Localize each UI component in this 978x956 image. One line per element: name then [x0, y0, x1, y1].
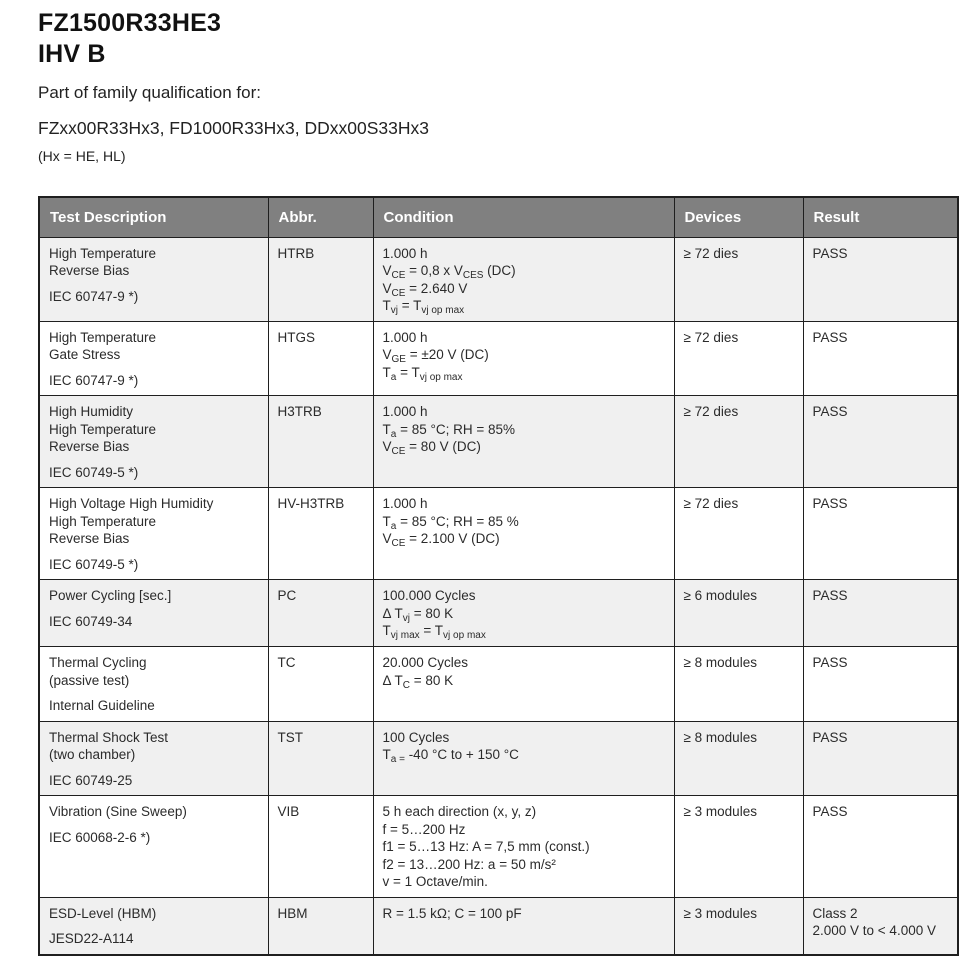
- condition-cell: [373, 647, 674, 722]
- devices-cell: ≥ 3 modules: [674, 897, 803, 955]
- result-cell: [803, 396, 958, 488]
- test-name-line: High Temperature: [49, 329, 157, 345]
- result-line: PASS: [812, 804, 848, 819]
- devices-cell: ≥ 72 dies: [674, 237, 803, 321]
- condition-line: $T_a = T_{vj op max}$: [382, 364, 463, 383]
- test-name-line: High Temperature: [49, 245, 157, 261]
- devices-cell: ≥ 72 dies: [674, 321, 803, 396]
- result-line: PASS: [812, 655, 848, 670]
- test-description-cell: [39, 237, 268, 321]
- condition-line: $V_{GE} = \pm 20$ V (DC): [382, 347, 489, 365]
- result-line: 2.000 V to < 4.000 V: [812, 923, 936, 938]
- condition-line: f1 = 5…13 Hz: A = 7,5 mm (const.): [382, 839, 590, 854]
- test-name-line: Thermal Shock Test: [49, 729, 169, 745]
- test-name-line: Reverse Bias: [49, 263, 130, 278]
- abbr-cell: HBM: [268, 897, 373, 955]
- family-qualification-intro: Part of family qualification for:: [38, 83, 261, 102]
- qualification-test-table: [38, 196, 959, 956]
- condition-cell: [373, 580, 674, 647]
- condition-cell: [373, 321, 674, 396]
- abbr-cell: HV-H3TRB: [268, 488, 373, 580]
- standard-reference: Internal Guideline: [49, 698, 155, 713]
- result-cell: [803, 237, 958, 321]
- condition-line: $T_a = 85$ °C; RH = 85%: [382, 421, 516, 440]
- condition-line: 100 Cycles: [382, 729, 450, 745]
- table-row: [39, 396, 958, 488]
- table-row: [39, 237, 958, 321]
- condition-line: 1.000 h: [382, 329, 428, 345]
- abbr-cell: VIB: [268, 796, 373, 898]
- condition-line: $V_{CE} = 80$ V (DC): [382, 439, 481, 457]
- test-description-cell: [39, 396, 268, 488]
- col-header-abbr: Abbr.: [268, 197, 373, 237]
- table-row: [39, 321, 958, 396]
- family-part-numbers: FZxx00R33Hx3, FD1000R33Hx3, DDxx00S33Hx3: [38, 118, 429, 138]
- col-header-test-description: Test Description: [39, 197, 268, 237]
- condition-line: $T_{a =}$ -40 °C to + 150 °C: [382, 747, 519, 765]
- standard-reference: IEC 60747-9 *): [49, 372, 139, 388]
- condition-line: 1.000 h: [382, 245, 428, 261]
- result-cell: [803, 721, 958, 796]
- condition-line: Δ $T_C = 80$ K: [382, 672, 454, 691]
- condition-cell: [373, 237, 674, 321]
- col-header-condition: Condition: [373, 197, 674, 237]
- standard-reference: IEC 60749-5 *): [49, 556, 139, 572]
- test-name-line: Power Cycling [sec.]: [49, 588, 172, 603]
- condition-line: 1.000 h: [382, 496, 428, 511]
- abbr-cell: HTGS: [268, 321, 373, 396]
- standard-reference: IEC 60749-25: [49, 772, 133, 788]
- test-name-line: High Voltage High Humidity: [49, 496, 214, 511]
- standard-reference: IEC 60747-9 *): [49, 288, 139, 304]
- product-title-line1: FZ1500R33HE3: [38, 9, 222, 37]
- condition-cell: [373, 721, 674, 796]
- condition-line: $T_{vj max} = T_{vj op max}$: [382, 623, 486, 641]
- standard-reference: JESD22-A114: [49, 931, 134, 946]
- table-row: [39, 721, 958, 796]
- test-name-line: Thermal Cycling: [49, 655, 147, 670]
- condition-line: 5 h each direction (x, y, z): [382, 804, 537, 819]
- condition-line: Δ $T_{vj} = 80$ K: [382, 605, 454, 624]
- test-description-cell: [39, 647, 268, 722]
- result-line: PASS: [812, 404, 848, 419]
- condition-line: $V_{CE} = 2.640$ V: [382, 280, 468, 299]
- condition-line: $T_{vj} = T_{vj op max}$: [382, 298, 465, 316]
- test-name-line: ESD-Level (HBM): [49, 905, 157, 921]
- test-name-line: Vibration (Sine Sweep): [49, 804, 187, 819]
- abbr-cell: TST: [268, 721, 373, 796]
- abbr-cell: HTRB: [268, 237, 373, 321]
- col-header-devices: Devices: [674, 197, 803, 237]
- condition-cell: [373, 796, 674, 898]
- condition-line: 20.000 Cycles: [382, 655, 469, 670]
- standard-reference: IEC 60749-34: [49, 613, 133, 629]
- condition-cell: [373, 488, 674, 580]
- condition-line: R = 1.5 kΩ; C = 100 pF: [382, 905, 522, 921]
- result-line: PASS: [812, 496, 848, 511]
- devices-cell: ≥ 3 modules: [674, 796, 803, 898]
- document-header: [38, 8, 938, 165]
- test-name-line: Reverse Bias: [49, 439, 130, 454]
- devices-cell: ≥ 72 dies: [674, 488, 803, 580]
- result-line: PASS: [812, 588, 848, 603]
- test-name-line: Reverse Bias: [49, 531, 130, 546]
- test-name-line: High Temperature: [49, 421, 157, 437]
- table-row: [39, 647, 958, 722]
- col-header-result: Result: [803, 197, 958, 237]
- devices-cell: ≥ 72 dies: [674, 396, 803, 488]
- condition-line: f = 5…200 Hz: [382, 821, 466, 837]
- condition-line: $V_{CE} = 0,8$ x $V_{CES}$ (DC): [382, 263, 516, 281]
- abbr-cell: H3TRB: [268, 396, 373, 488]
- test-name-line: (two chamber): [49, 747, 136, 762]
- condition-line: 1.000 h: [382, 404, 428, 419]
- condition-line: f2 = 13…200 Hz: a = 50 m/s²: [382, 856, 556, 872]
- test-name-line: High Humidity: [49, 404, 134, 419]
- result-cell: [803, 488, 958, 580]
- test-description-cell: [39, 488, 268, 580]
- condition-line: $T_a = 85$ °C; RH = 85 %: [382, 513, 519, 532]
- test-description-cell: [39, 321, 268, 396]
- test-description-cell: [39, 796, 268, 898]
- abbr-cell: PC: [268, 580, 373, 647]
- result-cell: [803, 580, 958, 647]
- result-cell: [803, 796, 958, 898]
- standard-reference: IEC 60749-5 *): [49, 464, 139, 480]
- result-cell: [803, 321, 958, 396]
- table-header-row: [39, 197, 958, 237]
- condition-line: $V_{CE} = 2.100$ V (DC): [382, 531, 500, 549]
- test-name-line: (passive test): [49, 672, 130, 688]
- test-description-cell: [39, 721, 268, 796]
- condition-line: v = 1 Octave/min.: [382, 874, 488, 889]
- hx-note: (Hx = HE, HL): [38, 148, 126, 164]
- test-description-cell: [39, 580, 268, 647]
- result-cell: [803, 647, 958, 722]
- abbr-cell: TC: [268, 647, 373, 722]
- result-line: PASS: [812, 329, 848, 345]
- table-row: [39, 580, 958, 647]
- product-title-line2: IHV B: [38, 40, 106, 68]
- result-line: PASS: [812, 245, 848, 261]
- standard-reference: IEC 60068-2-6 *): [49, 829, 151, 845]
- table-row: [39, 796, 958, 898]
- condition-line: 100.000 Cycles: [382, 588, 476, 603]
- devices-cell: ≥ 8 modules: [674, 647, 803, 722]
- table-row: [39, 488, 958, 580]
- result-line: Class 2: [812, 905, 858, 921]
- devices-cell: ≥ 8 modules: [674, 721, 803, 796]
- test-name-line: High Temperature: [49, 513, 157, 529]
- test-name-line: Gate Stress: [49, 347, 121, 362]
- result-line: PASS: [812, 729, 848, 745]
- condition-cell: [373, 396, 674, 488]
- devices-cell: ≥ 6 modules: [674, 580, 803, 647]
